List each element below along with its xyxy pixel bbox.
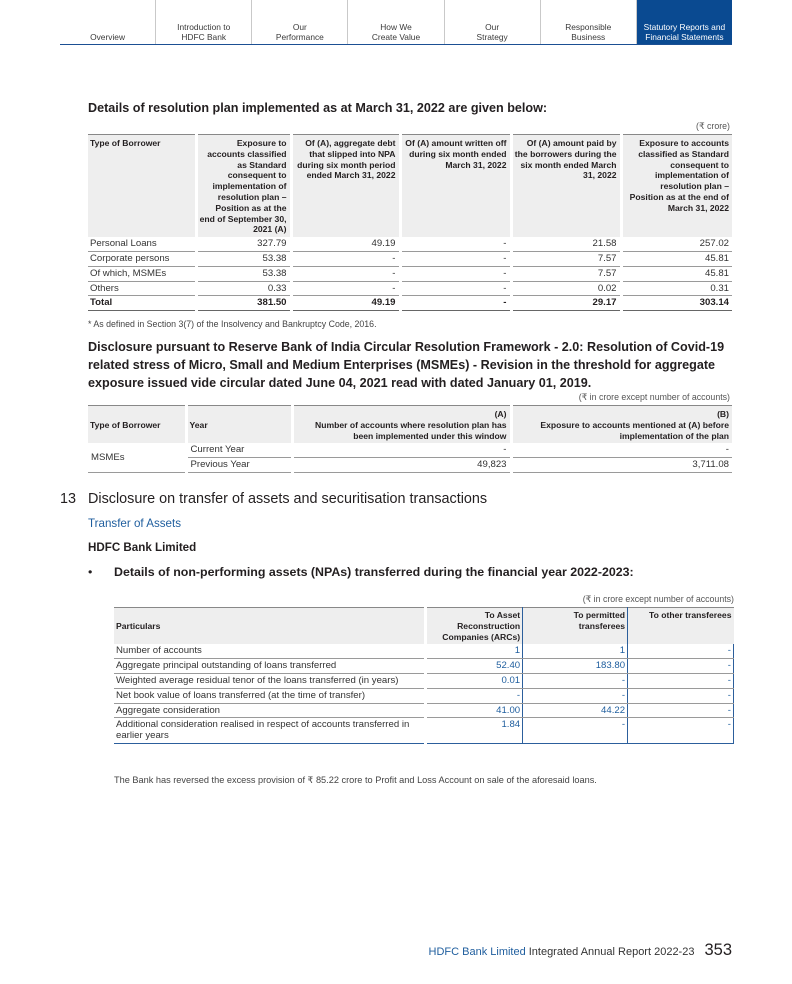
table-cell: -	[523, 718, 628, 744]
nav-tab-strategy[interactable]	[445, 0, 541, 44]
table-row	[114, 673, 734, 688]
entity-heading: HDFC Bank Limited	[88, 541, 197, 554]
nav-tab-label: Our Performance	[275, 22, 324, 42]
table-cell: -	[511, 443, 732, 457]
column-header: (A) Number of accounts where resolution plan has been implemented under this window	[292, 406, 511, 444]
table-cell: 21.58	[511, 237, 621, 251]
table-cell: 49.19	[291, 296, 400, 311]
table-cell: 327.79	[196, 237, 291, 251]
column-header: To Asset Reconstruction Companies (ARCs)	[426, 608, 523, 645]
table-row	[114, 688, 734, 703]
provision-note: The Bank has reversed the excess provision of ₹ 85.22 crore to Profit and Loss Account on sale of the aforesaid loans.	[114, 775, 597, 785]
table-row	[88, 443, 732, 457]
table-total-row	[88, 296, 732, 311]
table-cell: -	[400, 251, 511, 266]
table-cell: -	[628, 718, 734, 744]
msme-table	[88, 405, 732, 473]
table-cell: -	[291, 266, 400, 281]
table-header-row	[114, 608, 734, 645]
table-cell: Aggregate principal outstanding of loans transferred	[114, 659, 426, 674]
page-number: 353	[704, 941, 732, 959]
table-cell: 1.84	[426, 718, 523, 744]
table-row	[88, 251, 732, 266]
table-cell: 49.19	[291, 237, 400, 251]
table-cell: Net book value of loans transferred (at the time of transfer)	[114, 688, 426, 703]
table-cell: 1	[523, 644, 628, 658]
table-cell: -	[523, 673, 628, 688]
table-cell: Number of accounts	[114, 644, 426, 658]
table-cell: 45.81	[621, 251, 732, 266]
table-cell: 0.01	[426, 673, 523, 688]
column-header: Type of Borrower	[88, 135, 196, 238]
nav-divider	[60, 44, 732, 45]
table-cell: 7.57	[511, 251, 621, 266]
top-navigation	[60, 0, 732, 44]
table-cell: 49,823	[292, 458, 511, 473]
column-header: Exposure to accounts classified as Standard consequent to implementation of resolution plan – Position as at the end of September 30, 2021 (A)	[196, 135, 291, 238]
nav-tab-statutory-reports[interactable]	[637, 0, 732, 44]
column-header: Particulars	[114, 608, 426, 645]
table-cell: 3,711.08	[511, 458, 732, 473]
table-cell: 0.31	[621, 281, 732, 296]
table-cell: 53.38	[196, 266, 291, 281]
column-header: Of (A), aggregate debt that slipped into NPA during six month period ended March 31, 2022	[291, 135, 400, 238]
table-cell: Others	[88, 281, 196, 296]
footer-brand: HDFC Bank Limited	[428, 946, 526, 958]
table-row	[114, 659, 734, 674]
table-cell: 381.50	[196, 296, 291, 311]
section-title: Disclosure on transfer of assets and securitisation transactions	[88, 491, 488, 507]
table-cell: Previous Year	[186, 458, 292, 473]
table-cell: Current Year	[186, 443, 292, 457]
table-cell: Personal Loans	[88, 237, 196, 251]
table-row	[114, 644, 734, 658]
nav-tab-performance[interactable]	[252, 0, 348, 44]
table-cell: 41.00	[426, 703, 523, 718]
nav-tab-overview[interactable]	[60, 0, 156, 44]
table-row	[88, 237, 732, 251]
resolution-unit: (₹ crore)	[696, 121, 730, 131]
nav-tab-create-value[interactable]	[348, 0, 444, 44]
table-cell: -	[628, 688, 734, 703]
table-cell: Weighted average residual tenor of the loans transferred (in years)	[114, 673, 426, 688]
column-header: Of (A) amount written off during six month ended March 31, 2022	[400, 135, 511, 238]
table-cell: -	[400, 237, 511, 251]
table-cell: 0.02	[511, 281, 621, 296]
nav-tab-label: How We Create Value	[371, 22, 421, 42]
resolution-table	[88, 134, 732, 311]
column-header: (B) Exposure to accounts mentioned at (A) before implementation of the plan	[511, 406, 732, 444]
table-cell: -	[523, 688, 628, 703]
table-row	[114, 718, 734, 744]
table-cell: 303.14	[621, 296, 732, 311]
msme-unit: (₹ in crore except number of accounts)	[578, 392, 730, 402]
nav-tab-label: Statutory Reports and Financial Statements	[643, 22, 726, 42]
table-header-row	[88, 406, 732, 444]
table-cell: -	[292, 443, 511, 457]
table-cell: Aggregate consideration	[114, 703, 426, 718]
column-header: Year	[186, 406, 292, 444]
table-cell: Additional consideration realised in respect of accounts transferred in earlier years	[114, 718, 426, 744]
table-cell: Total	[88, 296, 196, 311]
column-header: To other transferees	[628, 608, 734, 645]
nav-tab-responsible-business[interactable]	[541, 0, 637, 44]
table-cell: 53.38	[196, 251, 291, 266]
table-row	[114, 703, 734, 718]
table-cell: -	[291, 281, 400, 296]
section-number: 13	[60, 491, 77, 507]
nav-tab-label: Introduction to HDFC Bank	[177, 22, 231, 42]
table-cell: -	[426, 688, 523, 703]
table-cell: 44.22	[523, 703, 628, 718]
table-header-row	[88, 135, 732, 238]
table-cell: 29.17	[511, 296, 621, 311]
table-cell: Of which, MSMEs	[88, 266, 196, 281]
resolution-heading: Details of resolution plan implemented as at March 31, 2022 are given below:	[88, 101, 548, 115]
subsection-heading: Transfer of Assets	[88, 517, 181, 530]
table-cell: -	[400, 266, 511, 281]
table-cell: -	[628, 703, 734, 718]
msme-heading: Disclosure pursuant to Reserve Bank of India Circular Resolution Framework - 2.0: Resolution of Covid-19 related stress of Micro, Small and Medium Enterprises (MSMEs) - Revision in the threshold for aggregate exposure issued vide circular dated June 04, 2021 read with dated January 01, 2019.	[88, 340, 725, 390]
footer-report-title: Integrated Annual Report 2022-23	[528, 946, 695, 958]
table-cell: 1	[426, 644, 523, 658]
column-header: Of (A) amount paid by the borrowers during the six month ended March 31, 2022	[511, 135, 621, 238]
resolution-footnote: * As defined in Section 3(7) of the Insolvency and Bankruptcy Code, 2016.	[88, 319, 377, 329]
column-header: To permitted transferees	[523, 608, 628, 645]
table-cell: 45.81	[621, 266, 732, 281]
table-cell: -	[400, 296, 511, 311]
nav-tab-introduction[interactable]	[156, 0, 252, 44]
table-cell: -	[628, 659, 734, 674]
table-cell: -	[291, 251, 400, 266]
column-header: Exposure to accounts classified as Standard consequent to implementation of resolution plan – Position as at the end of March 31, 2022	[621, 135, 732, 238]
table-cell: MSMEs	[88, 443, 186, 472]
table-cell: -	[628, 644, 734, 658]
nav-tab-label: Our Strategy	[476, 22, 508, 42]
table-cell: 0.33	[196, 281, 291, 296]
table-cell: 52.40	[426, 659, 523, 674]
column-header: Type of Borrower	[88, 406, 186, 444]
page-footer	[429, 941, 732, 960]
bullet-marker: •	[88, 565, 93, 579]
bullet-text: Details of non-performing assets (NPAs) transferred during the financial year 2022-2023:	[114, 565, 634, 579]
table-cell: -	[400, 281, 511, 296]
table-row	[88, 266, 732, 281]
table-cell: 7.57	[511, 266, 621, 281]
table-cell: -	[628, 673, 734, 688]
nav-tab-label: Overview	[90, 32, 126, 42]
table-row	[88, 281, 732, 296]
npa-transfer-table	[114, 607, 734, 744]
table-cell: 257.02	[621, 237, 732, 251]
table-cell: Corporate persons	[88, 251, 196, 266]
table-cell: 183.80	[523, 659, 628, 674]
nav-tab-label: Responsible Business	[565, 22, 612, 42]
npa-unit: (₹ in crore except number of accounts)	[582, 594, 734, 604]
